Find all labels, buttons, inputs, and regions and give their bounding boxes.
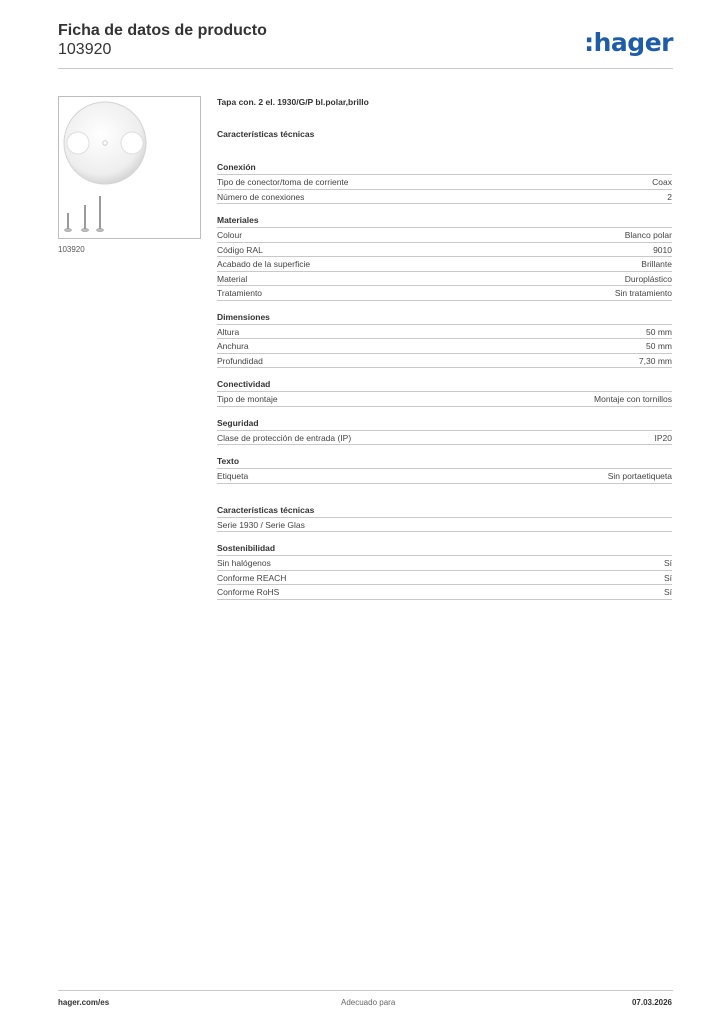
spec-value: IP20 [654, 432, 672, 443]
product-name: Tapa con. 2 el. 1930/G/P bl.polar,brillo [217, 97, 369, 107]
spec-value: Brillante [641, 259, 672, 269]
spec-label: Serie 1930 / Serie Glas [217, 519, 305, 530]
section-title: Dimensiones [217, 311, 672, 325]
spec-label: Material [217, 273, 248, 284]
hager-logo: :hager [584, 28, 673, 57]
footer-suitable: Adecuado para [341, 998, 396, 1007]
spec-row [217, 431, 672, 446]
spec-value: 50 mm [646, 341, 672, 351]
section-title: Seguridad [217, 417, 672, 431]
spec-row [217, 392, 672, 407]
spec-section [217, 128, 672, 141]
spec-label: Profundidad [217, 355, 263, 366]
spec-row [217, 243, 672, 258]
spec-label: Número de conexiones [217, 191, 305, 202]
spec-row [217, 175, 672, 190]
spec-label: Conforme REACH [217, 572, 287, 583]
product-image [58, 96, 201, 239]
product-code: 103920 [58, 41, 112, 58]
spec-row [217, 585, 672, 600]
section-title: Características técnicas [217, 129, 315, 139]
spec-section [217, 542, 672, 600]
spec-value: 9010 [653, 244, 672, 255]
screw-2 [82, 205, 89, 232]
spec-label: Tratamiento [217, 288, 263, 298]
spec-label: Colour [217, 230, 243, 240]
spec-section [217, 161, 672, 204]
section-title: Características técnicas [217, 504, 672, 518]
spec-section [217, 455, 672, 484]
section-title: Conectividad [217, 378, 672, 392]
spec-label: Tipo de conector/toma de corriente [217, 177, 349, 187]
document-title: Ficha de datos de producto [58, 22, 267, 39]
spec-value: Montaje con tornillos [594, 394, 672, 404]
spec-section [217, 504, 672, 533]
spec-sections [217, 128, 672, 600]
section-title: Materiales [217, 214, 672, 228]
spec-row [217, 354, 672, 369]
screw-1 [65, 213, 72, 232]
spec-row [217, 339, 672, 354]
spec-row [217, 286, 672, 301]
spec-label: Conforme RoHS [217, 587, 280, 597]
footer-website: hager.com/es [58, 998, 110, 1007]
spec-label: Anchura [217, 341, 249, 351]
header-divider [58, 68, 673, 69]
spec-label: Acabado de la superficie [217, 259, 311, 269]
spec-row [217, 571, 672, 586]
spec-value: Blanco polar [624, 230, 672, 240]
section-title: Texto [217, 455, 672, 469]
footer-date: 07.03.2026 [631, 998, 672, 1007]
spec-section [217, 214, 672, 301]
spec-value: Sin portaetiqueta [607, 471, 672, 481]
spec-section [217, 311, 672, 369]
spec-section [217, 378, 672, 407]
spec-value: Coax [652, 177, 672, 187]
spec-row [217, 272, 672, 287]
spec-row [217, 556, 672, 571]
spec-row [217, 469, 672, 484]
spec-value: Duroplástico [624, 273, 672, 284]
spec-value: Sin tratamiento [614, 288, 672, 298]
spec-value: 2 [667, 191, 672, 202]
spec-row [217, 257, 672, 272]
spec-row [217, 228, 672, 243]
spec-label: Clase de protección de entrada (IP) [217, 432, 352, 443]
footer-divider [58, 990, 673, 991]
image-caption: 103920 [58, 245, 85, 254]
spec-section [217, 417, 672, 446]
spec-row [217, 325, 672, 340]
spec-row [217, 190, 672, 205]
spec-label: Sin halógenos [217, 558, 271, 568]
spec-label: Tipo de montaje [217, 394, 278, 404]
spec-value: Sí [663, 572, 672, 583]
spec-value: Sí [663, 587, 672, 597]
spec-value: Sí [663, 558, 672, 568]
section-title: Conexión [217, 161, 672, 175]
spec-label: Altura [217, 326, 240, 337]
spec-content [217, 96, 672, 610]
spec-label: Código RAL [217, 244, 263, 255]
spec-value: 50 mm [646, 326, 672, 337]
screw-3 [97, 196, 104, 232]
section-title: Sostenibilidad [217, 542, 672, 556]
spec-label: Etiqueta [217, 471, 249, 481]
document-header [58, 22, 673, 59]
spec-row [217, 518, 672, 533]
spec-value: 7,30 mm [638, 355, 672, 366]
